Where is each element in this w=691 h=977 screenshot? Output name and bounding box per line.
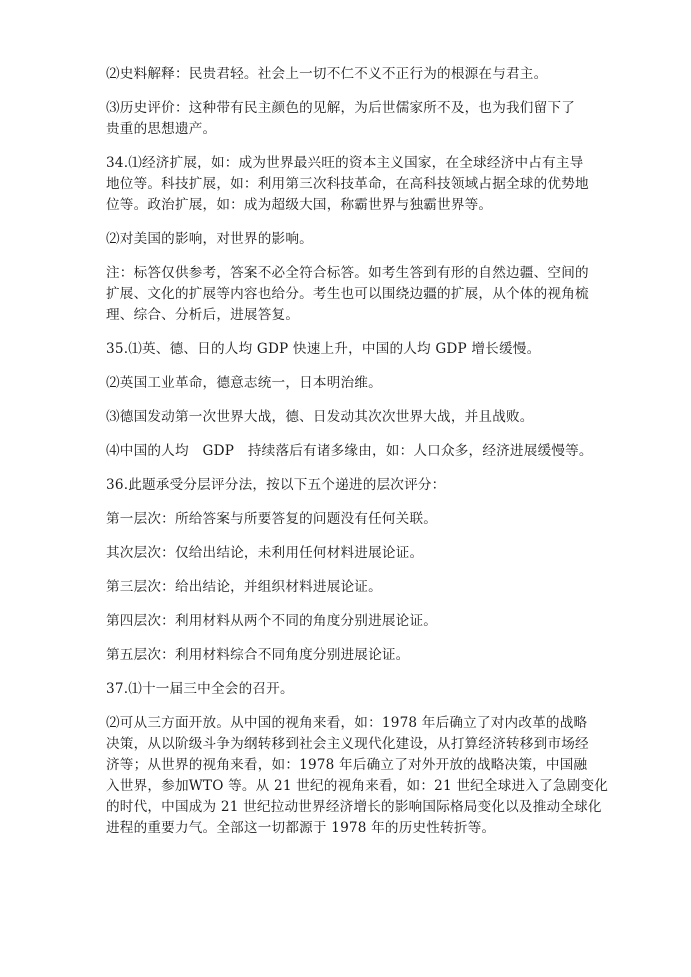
paragraph-5 bbox=[106, 263, 594, 326]
text-line: ⑶德国发动第一次世界大战，德、日发动其次次世界大战，并且战败。 bbox=[106, 409, 534, 425]
paragraph-3 bbox=[106, 153, 594, 216]
text-line: 入世界，参加WTO 等。从 21 世纪的视角来看，如：21 世纪全球进入了急剧变化 bbox=[106, 778, 609, 794]
text-line: 注：标答仅供参考，答案不必全符合标答。如考生答到有形的自然边疆、空间的 bbox=[106, 265, 589, 281]
text-line: 的时代，中国成为 21 世纪拉动世界经济增长的影响国际格局变化以及推动全球化 bbox=[106, 799, 602, 815]
text-line: 理、综合、分析后，进展答复。 bbox=[106, 307, 300, 323]
text-line: 扩展、文化的扩展等内容也给分。考生也可以围绕边疆的扩展，从个体的视角梳 bbox=[106, 286, 589, 302]
text-line: 位等。政治扩展，如：成为超级大国，称霸世界与独霸世界等。 bbox=[106, 197, 493, 213]
text-line: 第三层次：给出结论，并组织材料进展论证。 bbox=[106, 579, 382, 595]
text-line: 第五层次：利用材料综合不同角度分别进展论证。 bbox=[106, 647, 410, 663]
text-line: 第一层次：所给答案与所要答复的问题没有任何关联。 bbox=[106, 511, 438, 527]
text-line: ⑶历史评价：这种带有民主颜色的见解，为后世儒家所不及，也为我们留下了 bbox=[106, 100, 575, 116]
text-line: 贵重的思想遗产。 bbox=[106, 121, 217, 137]
text-line: ⑵可从三方面开放。从中国的视角来看，如：1978 年后确立了对内改革的战略 bbox=[106, 715, 588, 731]
paragraph-17 bbox=[106, 713, 609, 839]
paragraph-2 bbox=[106, 98, 594, 140]
paragraph-9 bbox=[106, 441, 594, 462]
text-line: 第四层次：利用材料从两个不同的角度分别进展论证。 bbox=[106, 613, 438, 629]
paragraph-15 bbox=[106, 645, 594, 666]
text-line: 35.⑴英、德、日的人均 GDP 快速上升，中国的人均 GDP 增长缓慢。 bbox=[106, 341, 541, 357]
paragraph-10 bbox=[106, 475, 594, 496]
paragraph-13 bbox=[106, 577, 594, 598]
text-line: 济等；从世界的视角来看，如：1978 年后确立了对外开放的战略决策，中国融 bbox=[106, 757, 588, 773]
text-line: 进程的重要力气。全部这一切都源于 1978 年的历史性转折等。 bbox=[106, 820, 496, 836]
text-line: ⑵史料解释：民贵君轻。社会上一切不仁不义不正行为的根源在与君主。 bbox=[106, 66, 548, 82]
text-line: ⑵英国工业革命，德意志统一，日本明治维。 bbox=[106, 375, 382, 391]
paragraph-4 bbox=[106, 229, 594, 250]
text-line: 37.⑴十一届三中全会的召开。 bbox=[106, 681, 294, 697]
paragraph-7 bbox=[106, 373, 594, 394]
paragraph-14 bbox=[106, 611, 594, 632]
paragraph-8 bbox=[106, 407, 594, 428]
text-line: ⑷中国的人均 GDP 持续落后有诸多缘由，如：人口众多，经济进展缓慢等。 bbox=[106, 443, 593, 459]
text-line: ⑵对美国的影响，对世界的影响。 bbox=[106, 231, 313, 247]
text-line: 地位等。科技扩展，如：利用第三次科技革命，在高科技领域占据全球的优势地 bbox=[106, 176, 589, 192]
paragraph-12 bbox=[106, 543, 594, 564]
text-line: 34.⑴经济扩展，如：成为世界最兴旺的资本主义国家，在全球经济中占有主导 bbox=[106, 155, 584, 171]
paragraph-6 bbox=[106, 339, 594, 360]
text-line: 36.此题承受分层评分法，按以下五个递进的层次评分： bbox=[106, 477, 446, 493]
document-page bbox=[106, 64, 609, 852]
paragraph-11 bbox=[106, 509, 594, 530]
text-line: 决策，从以阶级斗争为纲转移到社会主义现代化建设，从打算经济转移到市场经 bbox=[106, 736, 589, 752]
text-line: 其次层次：仅给出结论，未利用任何材料进展论证。 bbox=[106, 545, 424, 561]
paragraph-16 bbox=[106, 679, 594, 700]
paragraph-1 bbox=[106, 64, 594, 85]
